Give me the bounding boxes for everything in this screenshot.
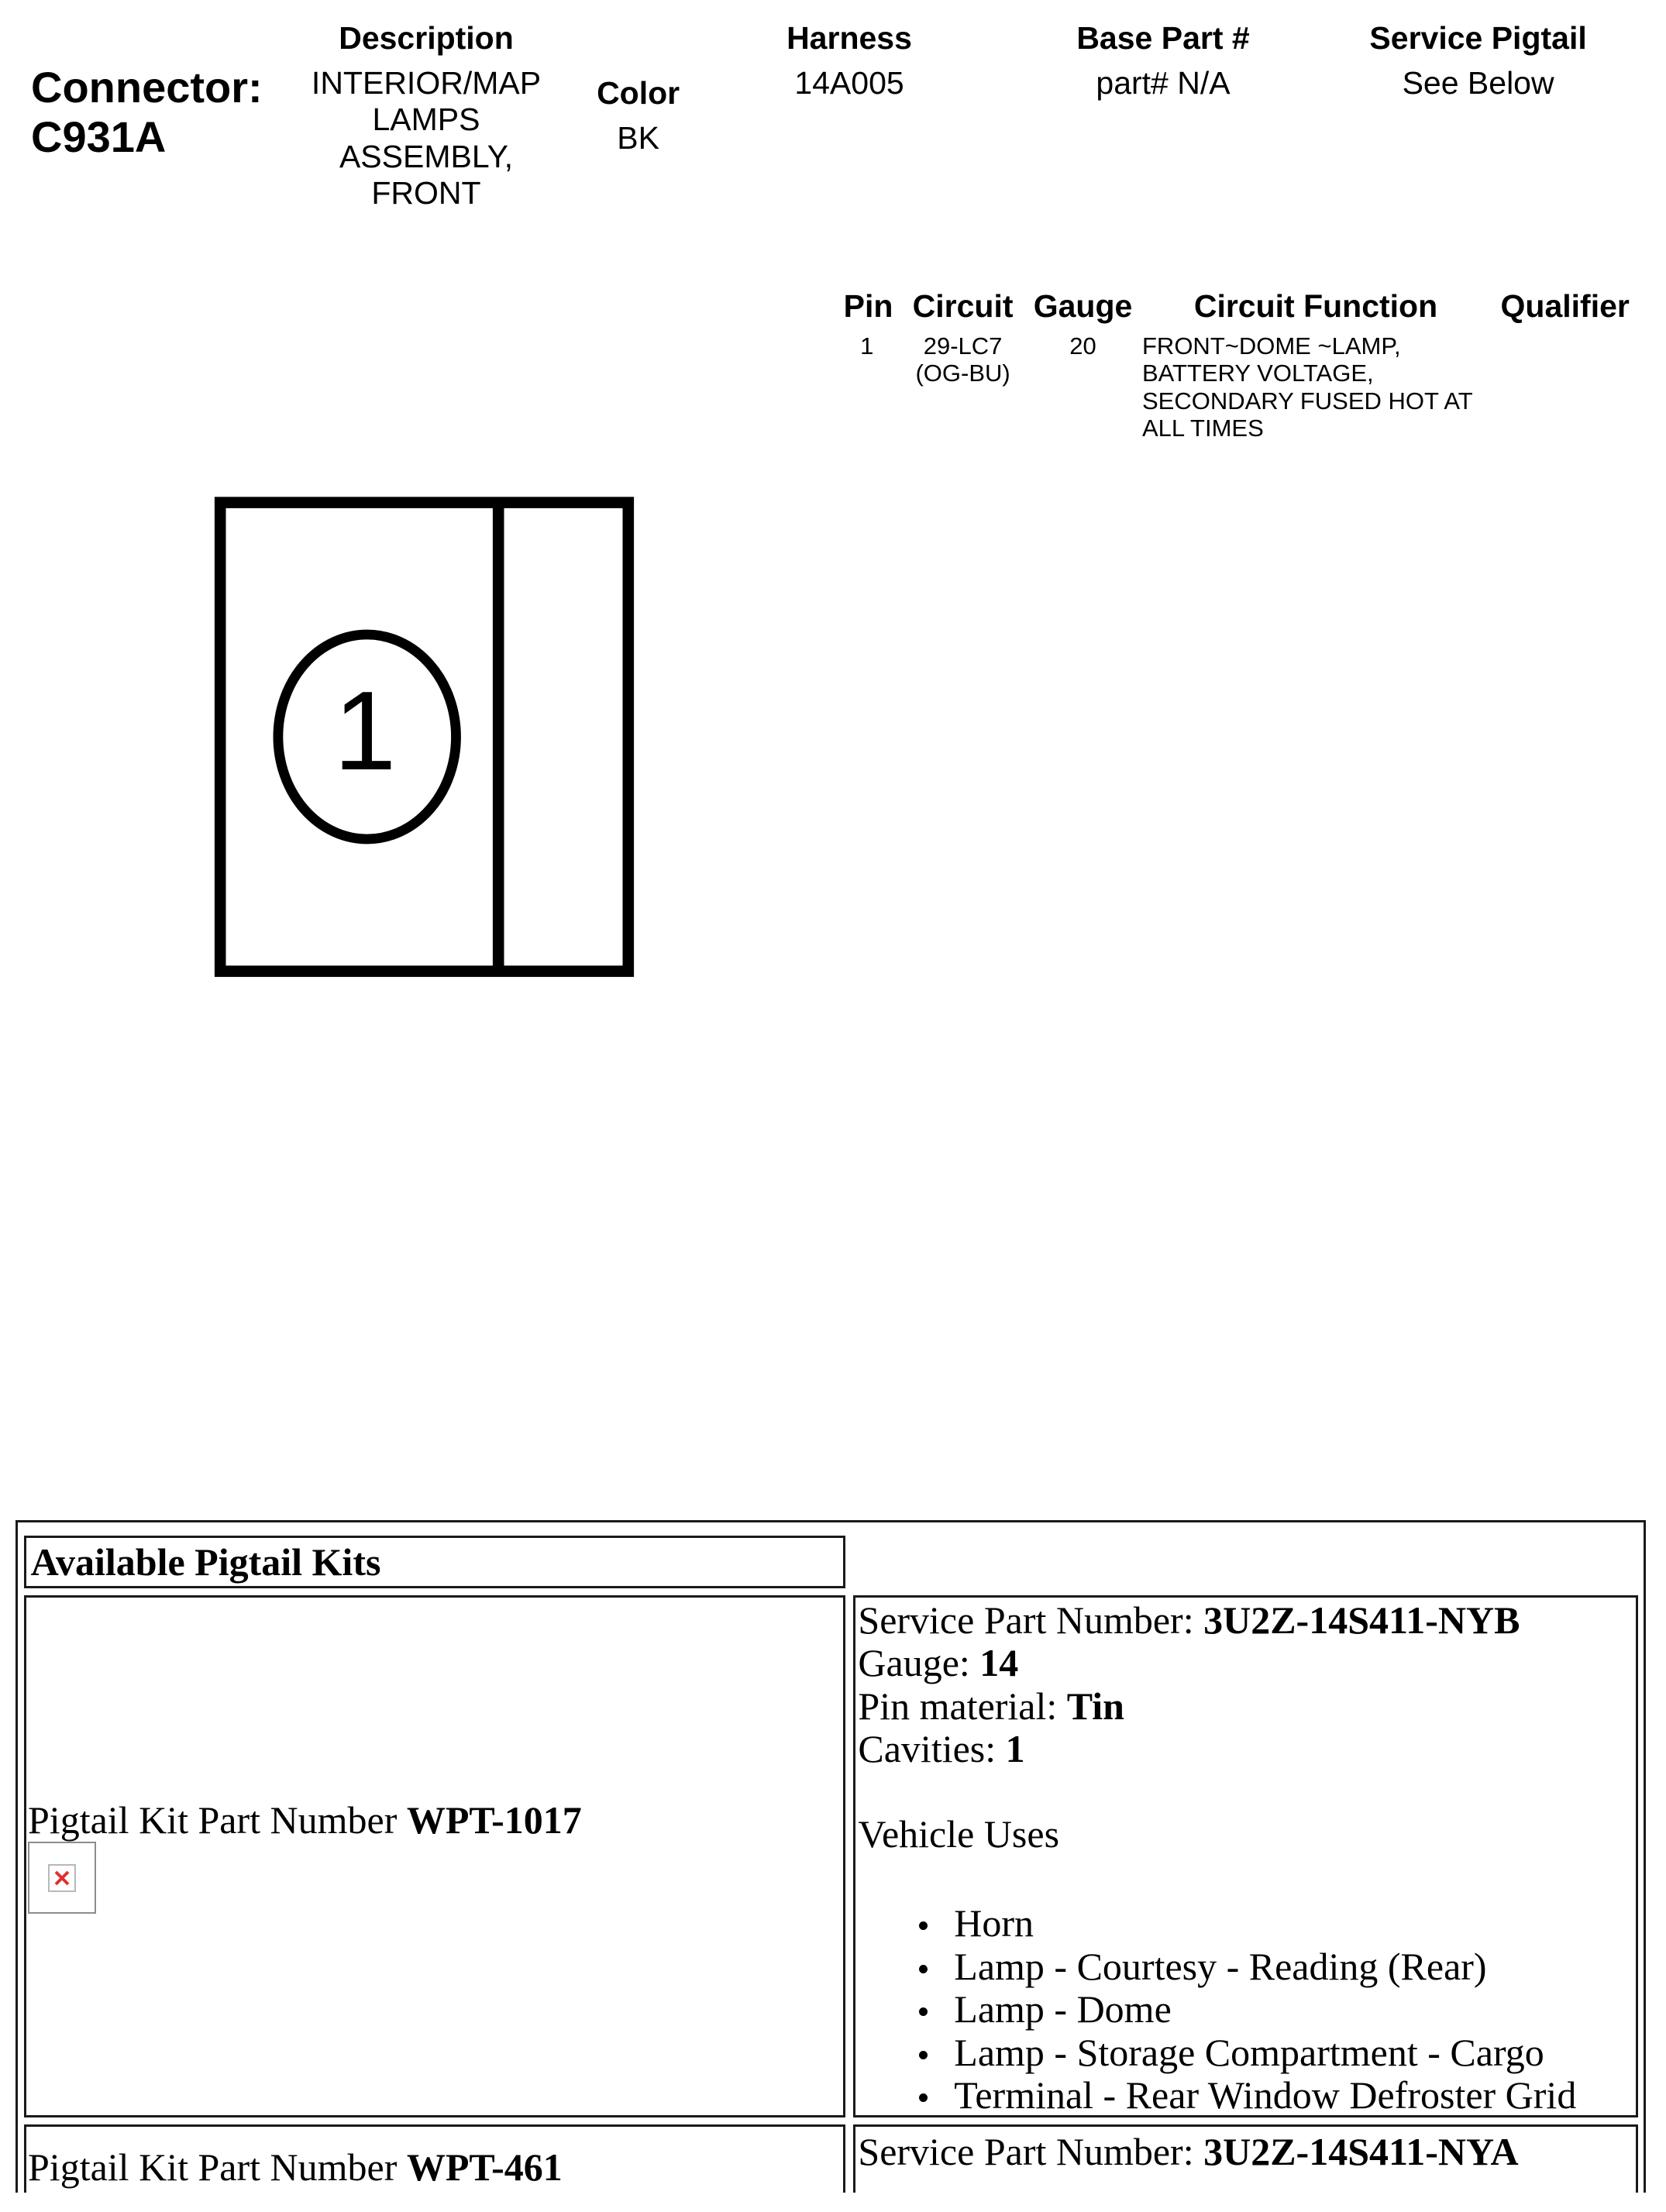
cavities-label: Cavities:	[858, 1727, 997, 1771]
harness-value: 14A005	[794, 65, 904, 101]
service-part-number-label: Service Part Number:	[858, 1598, 1194, 1642]
circuit-header: Circuit	[912, 287, 1014, 324]
service-part-details-cell	[853, 2124, 1638, 2193]
base-part-label: Base Part #	[1076, 19, 1250, 56]
service-part-details-cell	[853, 1595, 1638, 2117]
description-line: INTERIOR/MAP	[311, 64, 542, 101]
qualifier-header: Qualifier	[1500, 287, 1630, 324]
circuit-cell	[901, 332, 1025, 387]
gauge-label: Gauge:	[858, 1641, 970, 1685]
description-line: FRONT	[371, 175, 481, 212]
cavity-1-label: 1	[333, 668, 397, 793]
color-label: Color	[597, 74, 680, 111]
harness-label: Harness	[787, 19, 912, 56]
list-item: Lamp - Courtesy - Reading (Rear)	[954, 1945, 1576, 1989]
description-line: LAMPS	[372, 101, 480, 138]
circuit-function-header: Circuit Function	[1193, 287, 1438, 324]
gauge-value: 14	[979, 1641, 1019, 1685]
circuit-function	[1142, 332, 1473, 442]
pin-header: Pin	[843, 287, 893, 324]
pigtail-kit-part-number	[28, 2146, 563, 2190]
pigtail-kit-cell	[24, 1595, 845, 2117]
connector-face-diagram	[0, 0, 697, 1007]
cavities-value: 1	[1005, 1727, 1025, 1771]
circuit-function-line: BATTERY VOLTAGE,	[1142, 359, 1374, 387]
cavities-line	[858, 1728, 1520, 1771]
broken-image-icon	[28, 1842, 96, 1914]
circuit-wire-color: (OG-BU)	[915, 359, 1010, 387]
circuit-function-line: SECONDARY FUSED HOT AT	[1142, 387, 1473, 415]
service-part-number: 3U2Z-14S411-NYB	[1203, 1598, 1520, 1642]
service-part-number-line	[858, 2131, 1518, 2174]
list-item: Horn	[954, 1902, 1576, 1945]
list-item: Lamp - Storage Compartment - Cargo	[954, 2031, 1576, 2075]
service-part-number-label: Service Part Number:	[858, 2130, 1194, 2174]
pigtail-kits-title: Available Pigtail Kits	[30, 1539, 381, 1584]
vehicle-uses-heading: Vehicle Uses	[858, 1812, 1060, 1856]
list-item: Lamp - Dome	[954, 1988, 1576, 2031]
color-value: BK	[617, 120, 659, 157]
pin-material-value: Tin	[1066, 1684, 1124, 1728]
service-pigtail-value: See Below	[1402, 65, 1554, 101]
description-line: ASSEMBLY,	[339, 138, 514, 174]
circuit-function-line: ALL TIMES	[1142, 415, 1264, 442]
vehicle-uses-list	[954, 1902, 1576, 2117]
service-part-number: 3U2Z-14S411-NYA	[1203, 2130, 1519, 2174]
circuit-id: 29-LC7	[923, 332, 1003, 359]
service-part-specs	[858, 1599, 1520, 1771]
pigtail-kit-cell	[24, 2124, 845, 2193]
description-label: Description	[339, 19, 514, 56]
pigtail-kit-number: WPT-1017	[406, 1797, 582, 1842]
circuit-function-line: FRONT~DOME ~LAMP,	[1142, 332, 1401, 359]
list-item: Terminal - Rear Window Defroster Grid	[954, 2073, 1577, 2117]
pin-material-line	[858, 1685, 1520, 1729]
pin-material-label: Pin material:	[858, 1684, 1058, 1728]
gauge-line	[858, 1642, 1520, 1685]
gauge-header: Gauge	[1033, 287, 1133, 324]
pigtail-kit-part-number	[28, 1799, 582, 1842]
pigtail-kits-title-cell	[24, 1536, 845, 1588]
base-part-value: part# N/A	[1096, 65, 1231, 101]
pigtail-kit-label: Pigtail Kit Part Number	[28, 1797, 398, 1842]
wire-gauge: 20	[1069, 332, 1096, 359]
pin-number: 1	[860, 332, 874, 359]
connector-id: C931A	[31, 112, 167, 161]
pigtail-kit-label: Pigtail Kit Part Number	[28, 2145, 398, 2190]
pigtail-kit-number: WPT-461	[406, 2145, 563, 2190]
connector-label: Connector:	[31, 63, 263, 112]
broken-image-x-icon	[47, 1863, 77, 1893]
service-part-number-line	[858, 1599, 1520, 1643]
service-pigtail-label: Service Pigtail	[1369, 19, 1587, 56]
